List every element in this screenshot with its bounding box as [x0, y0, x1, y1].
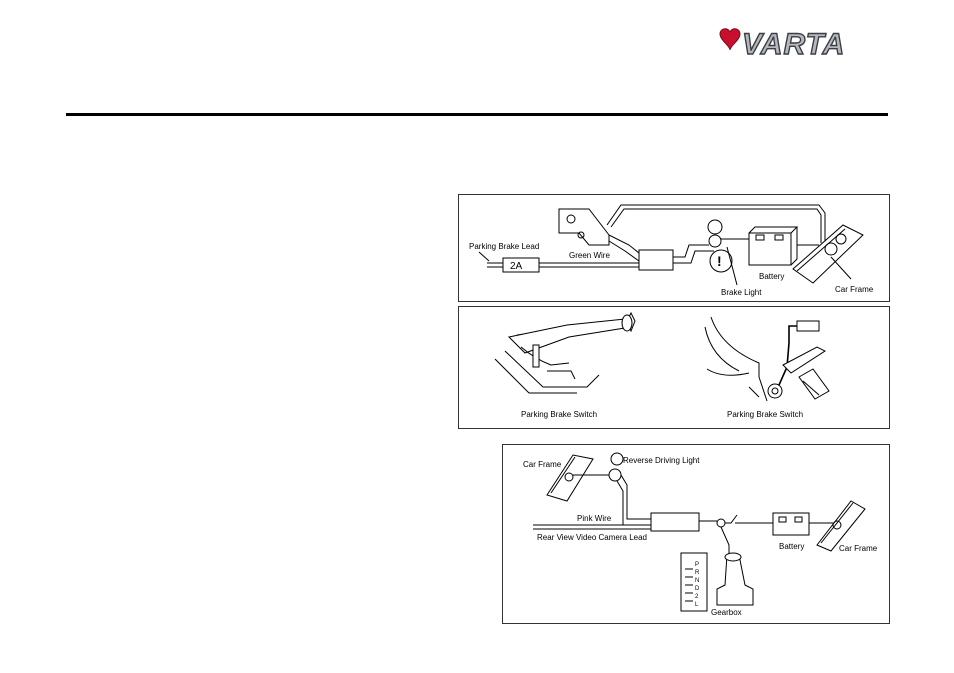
reverse-light-label: Reverse Driving Light — [623, 456, 700, 465]
relay-box — [639, 250, 673, 270]
left-switch-caption: Parking Brake Switch — [521, 410, 598, 419]
reverse-camera-wiring-diagram — [502, 444, 890, 624]
left-car-frame-label: Car Frame — [523, 460, 562, 469]
battery-label: Battery — [779, 542, 805, 551]
right-switch-caption: Parking Brake Switch — [727, 410, 804, 419]
hand-brake-lever-sketch — [495, 313, 635, 393]
battery-label: Battery — [759, 272, 785, 281]
varta-logo — [716, 24, 880, 60]
gear-selector-plate — [681, 553, 707, 611]
reverse-light-icon — [611, 453, 623, 465]
svg-text:N: N — [695, 578, 700, 584]
svg-text:R: R — [695, 570, 700, 576]
svg-text:L: L — [695, 602, 699, 608]
pedal-brake-sketch — [705, 317, 829, 401]
brake-light-label: Brake Light — [721, 288, 762, 297]
green-wire-label: Green Wire — [569, 251, 610, 260]
parking-brake-wiring-diagram — [458, 194, 890, 302]
right-car-frame-label: Car Frame — [839, 544, 878, 553]
logo-text: VARTA — [742, 28, 846, 60]
parking-brake-lead-label: Parking Brake Lead — [469, 242, 540, 251]
pink-wire-label: Pink Wire — [577, 514, 612, 523]
brake-lever-sketch — [559, 209, 609, 245]
svg-text:!: ! — [717, 253, 722, 269]
fuse-label: 2A — [510, 261, 523, 272]
svg-text:P: P — [695, 562, 700, 568]
gear-lever-sketch — [717, 555, 753, 605]
svg-text:D: D — [695, 586, 700, 592]
parking-brake-switch-diagram — [458, 306, 890, 429]
camera-lead-label: Rear View Video Camera Lead — [537, 533, 647, 542]
car-frame-label: Car Frame — [835, 285, 874, 294]
battery-icon — [773, 513, 809, 535]
battery-icon — [749, 233, 791, 265]
gearbox-label: Gearbox — [711, 608, 742, 617]
logo-heart-icon — [720, 29, 740, 50]
relay-box — [651, 513, 699, 531]
svg-text:2: 2 — [695, 594, 699, 600]
header-rule — [66, 113, 888, 116]
